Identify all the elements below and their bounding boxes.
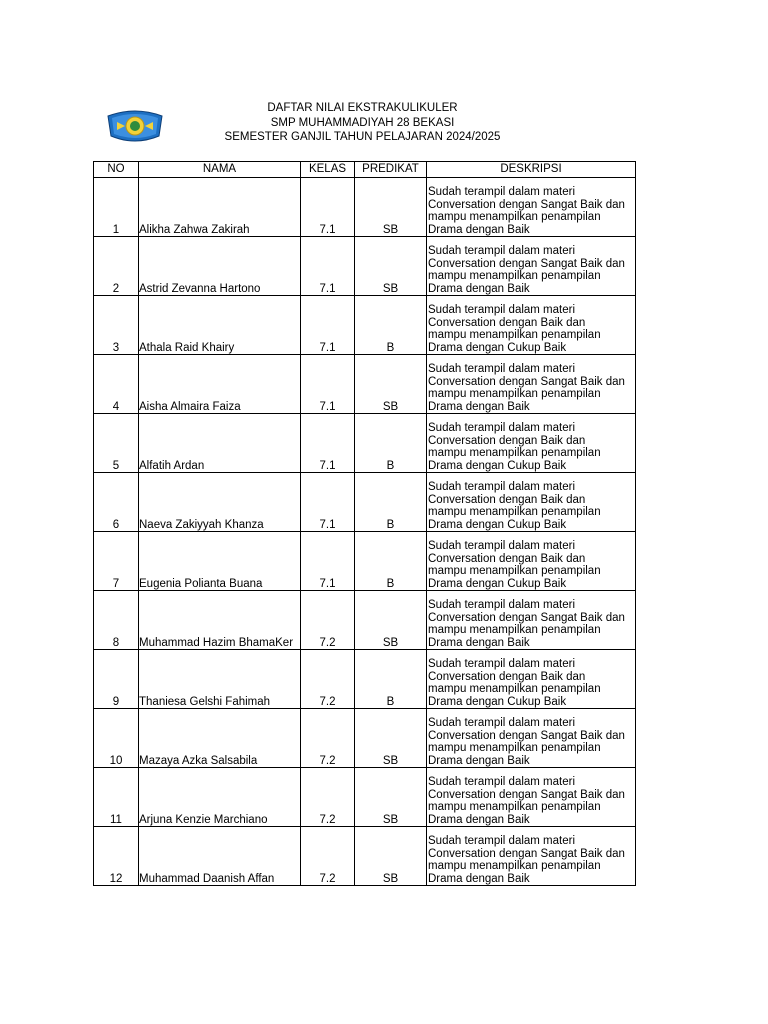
student-name: Muhammad Hazim BhamaKer [139, 591, 301, 650]
description-line: Drama dengan Cukup Baik [428, 577, 567, 590]
predicate-cell: SB [355, 178, 427, 237]
description-line: Drama dengan Baik [428, 813, 530, 826]
row-number: 11 [94, 768, 139, 827]
row-number: 4 [94, 355, 139, 414]
row-number: 5 [94, 414, 139, 473]
description-cell [427, 591, 636, 650]
description-line: Conversation dengan Sangat Baik dan [428, 611, 625, 624]
predicate-cell: SB [355, 355, 427, 414]
student-name: Mazaya Azka Salsabila [139, 709, 301, 768]
description-cell [427, 178, 636, 237]
description-line: Drama dengan Cukup Baik [428, 518, 567, 531]
description-line: Drama dengan Baik [428, 282, 530, 295]
description-line: Sudah terampil dalam materi [428, 245, 576, 257]
description-line: mampu menampilkan penampilan [428, 506, 601, 518]
table-row [94, 768, 636, 827]
table-header-row [94, 162, 636, 178]
description-line: Sudah terampil dalam materi [428, 599, 576, 611]
description-cell [427, 827, 636, 886]
row-number: 6 [94, 473, 139, 532]
class-cell: 7.1 [301, 532, 355, 591]
semester-line: SEMESTER GANJIL TAHUN PELAJARAN 2024/2025 [224, 131, 501, 143]
student-name: Aisha Almaira Faiza [139, 355, 301, 414]
student-name: Muhammad Daanish Affan [139, 827, 301, 886]
predicate-cell: SB [355, 591, 427, 650]
description-line: mampu menampilkan penampilan [428, 742, 601, 754]
description-line: mampu menampilkan penampilan [428, 860, 601, 872]
description-line: Sudah terampil dalam materi [428, 835, 576, 847]
predicate-cell: B [355, 414, 427, 473]
table-row [94, 237, 636, 296]
class-cell: 7.2 [301, 650, 355, 709]
row-number: 2 [94, 237, 139, 296]
predicate-cell: SB [355, 709, 427, 768]
predicate-cell: B [355, 532, 427, 591]
table-row [94, 414, 636, 473]
column-header-deskripsi: DESKRIPSI [427, 162, 636, 178]
student-name: Athala Raid Khairy [139, 296, 301, 355]
student-name: Astrid Zevanna Hartono [139, 237, 301, 296]
description-line: Conversation dengan Sangat Baik dan [428, 729, 625, 742]
predicate-cell: SB [355, 827, 427, 886]
row-number: 1 [94, 178, 139, 237]
description-line: mampu menampilkan penampilan [428, 270, 601, 282]
class-cell: 7.1 [301, 178, 355, 237]
description-line: mampu menampilkan penampilan [428, 624, 601, 636]
description-line: Conversation dengan Baik dan [428, 316, 586, 329]
class-cell: 7.2 [301, 827, 355, 886]
description-line: Sudah terampil dalam materi [428, 540, 576, 552]
table-row [94, 650, 636, 709]
description-line: Conversation dengan Baik dan [428, 552, 586, 565]
description-line: Drama dengan Baik [428, 872, 530, 885]
student-name: Eugenia Polianta Buana [139, 532, 301, 591]
description-line: mampu menampilkan penampilan [428, 565, 601, 577]
description-line: Conversation dengan Sangat Baik dan [428, 257, 625, 270]
description-line: Drama dengan Cukup Baik [428, 459, 567, 472]
description-line: Conversation dengan Sangat Baik dan [428, 375, 625, 388]
class-cell: 7.2 [301, 709, 355, 768]
student-name: Alikha Zahwa Zakirah [139, 178, 301, 237]
student-name: Arjuna Kenzie Marchiano [139, 768, 301, 827]
class-cell: 7.2 [301, 591, 355, 650]
description-cell [427, 650, 636, 709]
class-cell: 7.1 [301, 414, 355, 473]
table-row [94, 355, 636, 414]
description-line: Sudah terampil dalam materi [428, 422, 576, 434]
column-header-kelas: KELAS [301, 162, 355, 178]
description-cell [427, 473, 636, 532]
description-line: mampu menampilkan penampilan [428, 683, 601, 695]
description-line: Drama dengan Baik [428, 400, 530, 413]
description-line: Sudah terampil dalam materi [428, 717, 576, 729]
description-line: Sudah terampil dalam materi [428, 304, 576, 316]
description-line: Conversation dengan Baik dan [428, 493, 586, 506]
predicate-cell: B [355, 650, 427, 709]
description-cell [427, 237, 636, 296]
row-number: 3 [94, 296, 139, 355]
column-header-no: NO [94, 162, 139, 178]
school-name: SMP MUHAMMADIYAH 28 BEKASI [270, 116, 455, 129]
school-emblem-icon [105, 108, 165, 144]
table-row [94, 532, 636, 591]
table-row [94, 709, 636, 768]
description-cell [427, 709, 636, 768]
column-header-nama: NAMA [139, 162, 301, 178]
student-name: Thaniesa Gelshi Fahimah [139, 650, 301, 709]
predicate-cell: SB [355, 768, 427, 827]
description-line: Conversation dengan Sangat Baik dan [428, 847, 625, 860]
description-line: Sudah terampil dalam materi [428, 186, 576, 198]
row-number: 8 [94, 591, 139, 650]
document-title: DAFTAR NILAI EKSTRAKULIKULER [267, 102, 458, 114]
class-cell: 7.1 [301, 355, 355, 414]
column-header-predikat: PREDIKAT [355, 162, 427, 178]
class-cell: 7.2 [301, 768, 355, 827]
table-row [94, 591, 636, 650]
description-line: Drama dengan Baik [428, 754, 530, 767]
grades-table [93, 161, 636, 886]
row-number: 7 [94, 532, 139, 591]
description-line: Sudah terampil dalam materi [428, 481, 576, 493]
description-line: Sudah terampil dalam materi [428, 776, 576, 788]
description-line: mampu menampilkan penampilan [428, 388, 601, 400]
description-line: mampu menampilkan penampilan [428, 801, 601, 813]
predicate-cell: B [355, 473, 427, 532]
description-line: Sudah terampil dalam materi [428, 658, 576, 670]
document-header [190, 101, 535, 145]
description-line: Conversation dengan Baik dan [428, 670, 586, 683]
description-cell [427, 768, 636, 827]
row-number: 12 [94, 827, 139, 886]
class-cell: 7.1 [301, 296, 355, 355]
description-line: Conversation dengan Sangat Baik dan [428, 198, 625, 211]
description-cell [427, 296, 636, 355]
description-line: Drama dengan Baik [428, 223, 530, 236]
description-line: mampu menampilkan penampilan [428, 329, 601, 341]
description-line: Drama dengan Cukup Baik [428, 695, 567, 708]
table-row [94, 473, 636, 532]
description-line: Conversation dengan Baik dan [428, 434, 586, 447]
table-row [94, 178, 636, 237]
table-row [94, 827, 636, 886]
class-cell: 7.1 [301, 237, 355, 296]
row-number: 9 [94, 650, 139, 709]
description-line: Sudah terampil dalam materi [428, 363, 576, 375]
predicate-cell: SB [355, 237, 427, 296]
row-number: 10 [94, 709, 139, 768]
table-row [94, 296, 636, 355]
description-line: mampu menampilkan penampilan [428, 211, 601, 223]
description-line: mampu menampilkan penampilan [428, 447, 601, 459]
description-cell [427, 532, 636, 591]
description-cell [427, 355, 636, 414]
description-line: Conversation dengan Sangat Baik dan [428, 788, 625, 801]
class-cell: 7.1 [301, 473, 355, 532]
predicate-cell: B [355, 296, 427, 355]
description-cell [427, 414, 636, 473]
description-line: Drama dengan Baik [428, 636, 530, 649]
student-name: Alfatih Ardan [139, 414, 301, 473]
student-name: Naeva Zakiyyah Khanza [139, 473, 301, 532]
description-line: Drama dengan Cukup Baik [428, 341, 567, 354]
